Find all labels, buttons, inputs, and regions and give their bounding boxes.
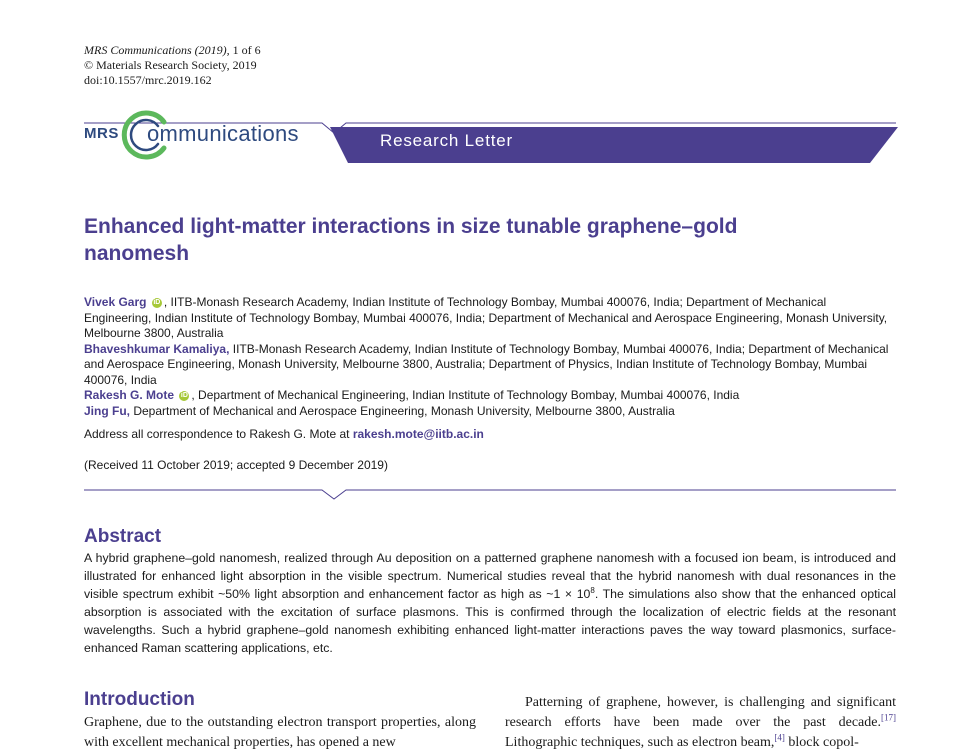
section-rule — [84, 486, 896, 500]
journal-line: MRS Communications (2019), 1 of 6 — [84, 43, 261, 57]
author-entry: Jing Fu, Department of Mechanical and Aerospace Engineering, Monash University, Melbourne 3800, Australia — [84, 403, 675, 418]
article-title: Enhanced light-matter interactions in size tunable graphene–gold nanomesh — [84, 215, 738, 265]
correspondence-line: Address all correspondence to Rakesh G. Mote at rakesh.mote@iitb.ac.in — [84, 427, 484, 441]
author-entry: Vivek Garg iD , IITB-Monash Research Academy, Indian Institute of Technology Bombay, Mumbai 400076, India; Department of Mechanical Engineering, Indian Institute of Technology Bombay, Mumbai 400076, India; Department of Mechanical and Aerospace Engineering, Monash University, Melbourne 3800, Australia — [84, 295, 888, 340]
author-list — [84, 295, 896, 419]
introduction-heading: Introduction — [84, 689, 195, 710]
citation-block — [84, 43, 261, 88]
reference-link[interactable]: [17] — [881, 712, 896, 723]
reference-link[interactable]: [4] — [774, 732, 785, 743]
introduction-column-left: Graphene, due to the outstanding electron transport properties, along with excellent mechanical properties, has opened a new — [84, 715, 476, 750]
journal-logo — [84, 108, 334, 168]
orcid-icon[interactable]: iD — [180, 391, 188, 399]
doi-line: doi:10.1557/mrc.2019.162 — [84, 73, 212, 87]
logo-prefix: MRS — [84, 125, 119, 142]
article-type-label: Research Letter — [380, 131, 513, 150]
logo-name: ommunications — [147, 121, 299, 146]
abstract-body: A hybrid graphene–gold nanomesh, realized through Au deposition on a patterned graphene nanomesh with a focused ion beam, is introduced and illustrated for enhanced light absorption in the visible spectrum. Numerical studies reveal that the hybrid nanomesh with dual resonances in the visible spectrum exhibit ~50% light absorption and enhancement factor as high as ~1 × $10^8$. The simulations also show that the enhanced optical absorption is associated with the excitation of surface plasmons. This is confirmed through the localization of electric fields at the resonant wavelengths. Such a hybrid graphene–gold nanomesh exhibiting enhanced light-matter interactions paves the way toward plasmonics, surface-enhanced Raman scattering applications, etc. — [84, 551, 896, 655]
copyright-line: © Materials Research Society, 2019 — [84, 58, 257, 72]
abstract-heading: Abstract — [84, 526, 162, 547]
correspondence-email-link[interactable]: rakesh.mote@iitb.ac.in — [352, 427, 484, 441]
author-entry: Rakesh G. Mote iD , Department of Mechanical Engineering, Indian Institute of Technology Bombay, Mumbai 400076, India — [84, 388, 740, 402]
author-entry: Bhaveshkumar Kamaliya, IITB-Monash Research Academy, Indian Institute of Technology Bombay, Mumbai 400076, India; Department of Mechanical and Aerospace Engineering, Monash University, Melbourne 3800, Australia; Department of Physics, Indian Institute of Technology Bombay, Mumbai 400076, India — [84, 341, 889, 387]
orcid-icon[interactable]: iD — [153, 298, 161, 306]
introduction-column-right: Patterning of graphene, however, is challenging and significant research efforts have been made over the past decade.[17] Lithographic techniques, such as electron beam,[4] block copol- — [505, 695, 896, 750]
received-dates: (Received 11 October 2019; accepted 9 December 2019) — [84, 458, 388, 472]
